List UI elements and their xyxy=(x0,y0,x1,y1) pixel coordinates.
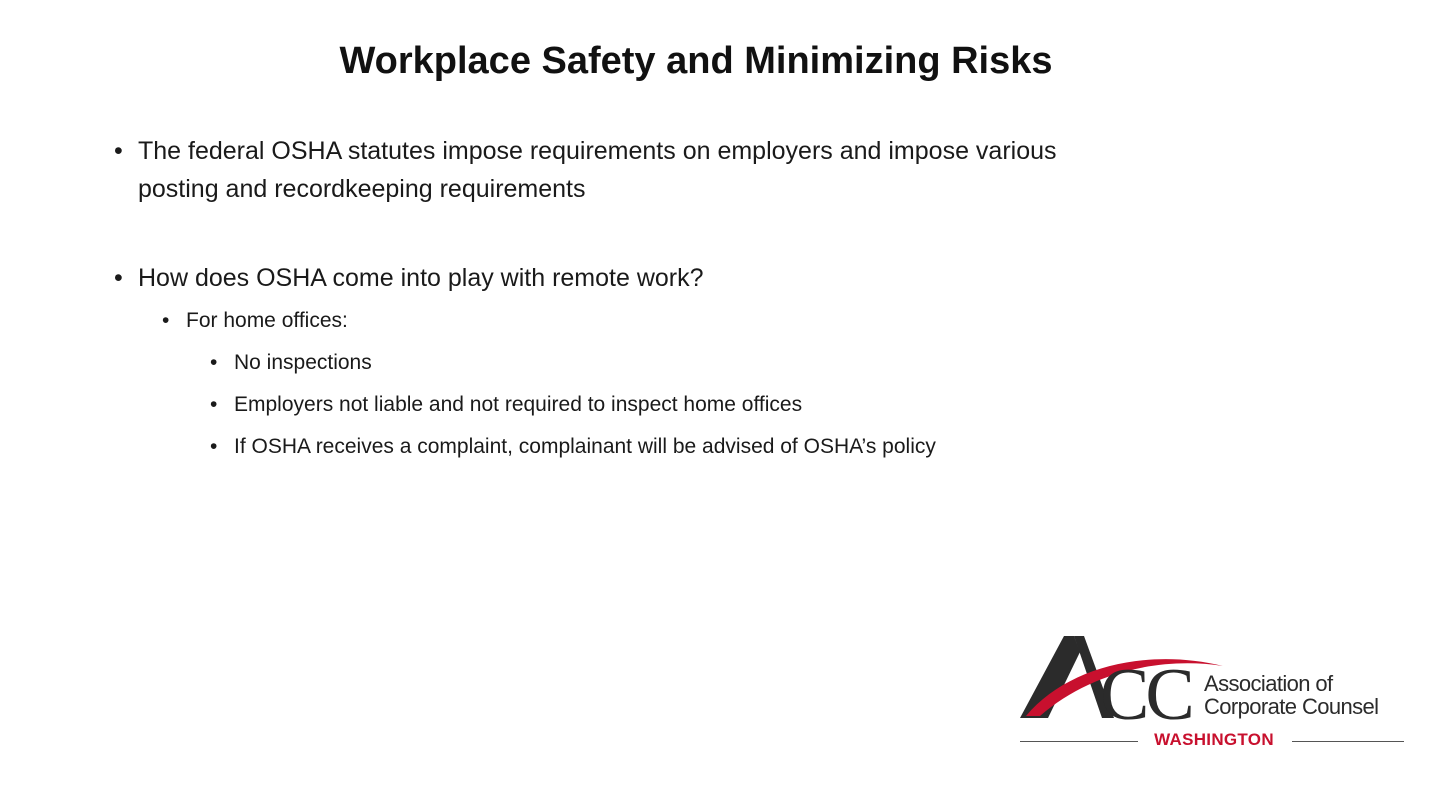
logo-org-line1: Association of xyxy=(1204,671,1333,696)
bullet-text: For home offices: xyxy=(186,309,348,332)
bullet-text: Employers not liable and not required to inspect home offices xyxy=(234,393,803,416)
logo-cc-text: CC xyxy=(1100,654,1191,736)
logo-chapter-name: WASHINGTON xyxy=(1154,730,1274,749)
bullet-dot: • xyxy=(114,264,123,292)
bullet-remote-work-question xyxy=(114,259,1138,297)
bullet-text: No inspections xyxy=(234,351,372,374)
subsubbullet-no-inspections xyxy=(210,348,372,378)
bullet-text: How does OSHA come into play with remote work? xyxy=(138,264,704,292)
bullet-dot: • xyxy=(210,393,218,416)
acc-washington-logo xyxy=(1018,630,1410,760)
subsubbullet-employers-not-liable xyxy=(210,390,802,420)
bullet-text: The federal OSHA statutes impose requirements on employers and impose various posting and recordkeeping requirements xyxy=(138,137,1057,203)
slide-title: Workplace Safety and Minimizing Risks xyxy=(339,40,1053,82)
bullet-osha-statutes xyxy=(114,132,1138,208)
subsubbullet-complaint-policy xyxy=(210,432,936,462)
bullet-dot: • xyxy=(210,435,218,458)
logo-rule-right xyxy=(1292,741,1404,742)
bullet-dot: • xyxy=(210,351,218,374)
logo-org-line2: Corporate Counsel xyxy=(1204,694,1379,719)
bullet-dot: • xyxy=(162,309,170,332)
bullet-text: If OSHA receives a complaint, complainant will be advised of OSHA’s policy xyxy=(234,435,936,458)
logo-organization-name xyxy=(1204,672,1378,718)
subbullet-home-offices xyxy=(162,306,348,336)
bullet-dot: • xyxy=(114,137,123,165)
